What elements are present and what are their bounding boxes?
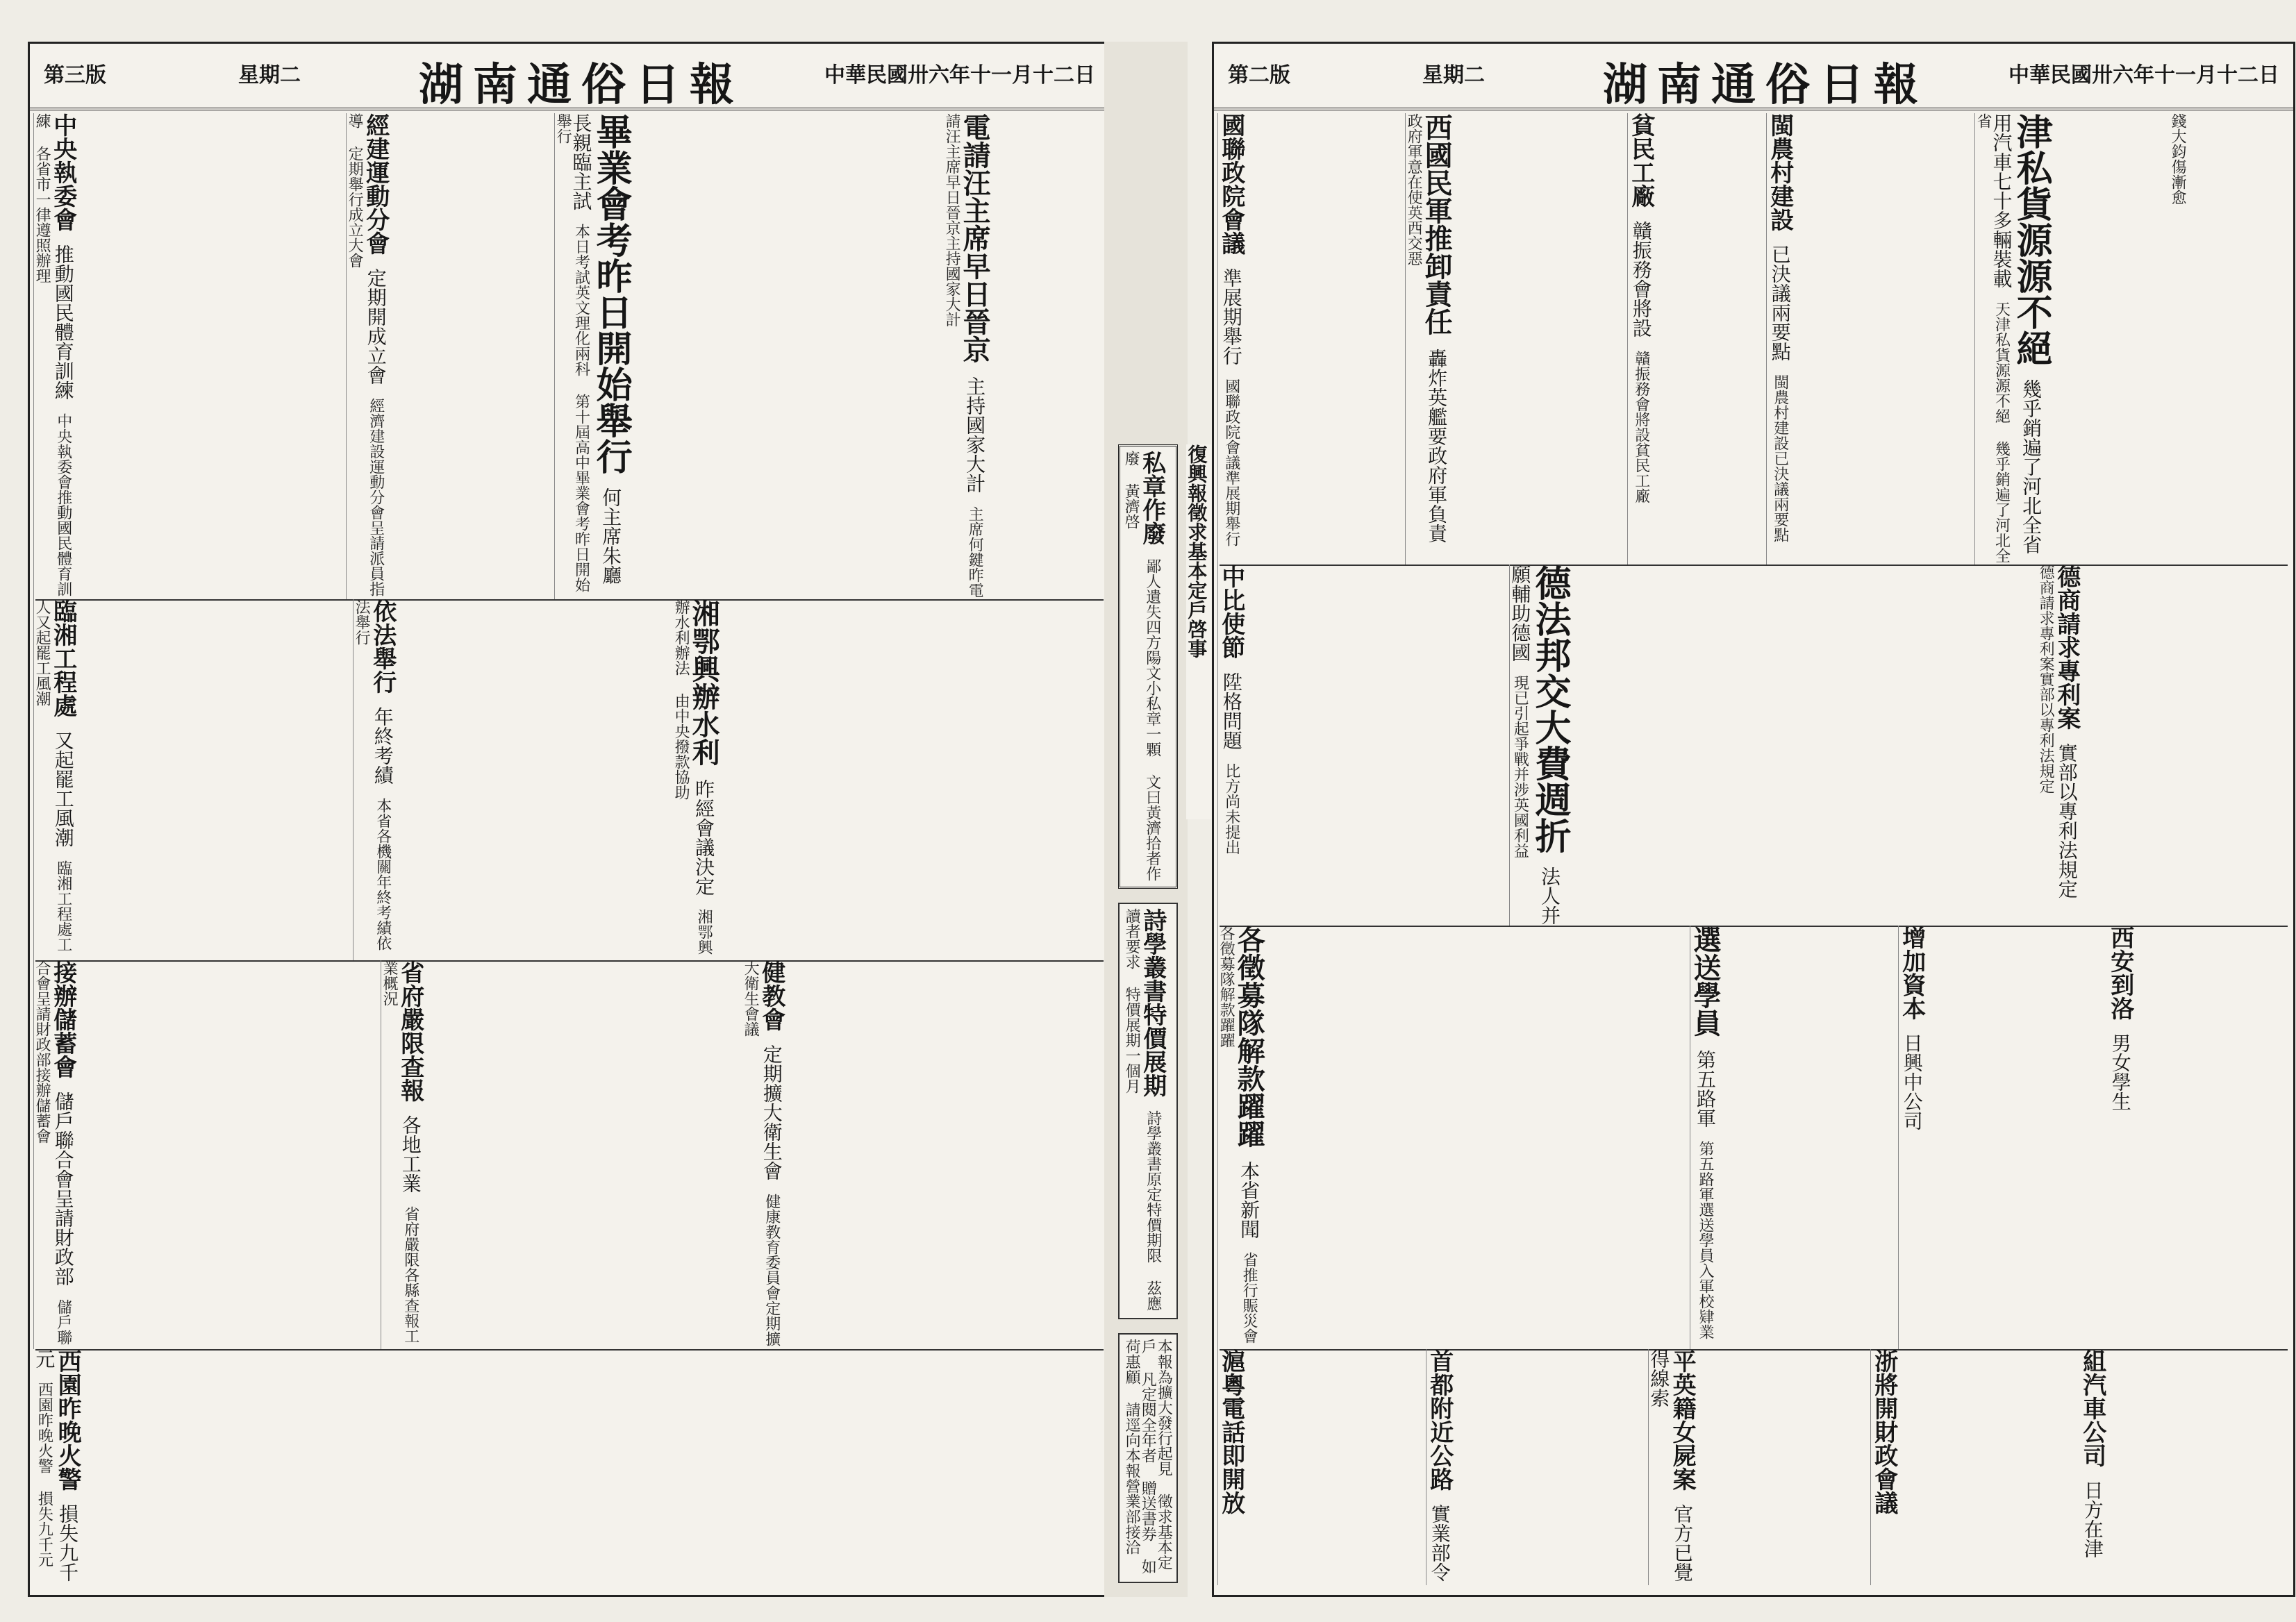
ad-headline: 詩學叢書特價展期 [1138, 908, 1167, 1097]
article [1217, 565, 1510, 926]
article-subhead: 儲戶聯合會呈請財政部 [51, 1092, 75, 1286]
article-headline: 增加資本 [1897, 926, 1926, 1020]
band-bottom [1217, 1349, 2288, 1585]
masthead-page-two [1214, 44, 2293, 110]
band-bottom [35, 1349, 1104, 1585]
article-headline: 浙將開財政會議 [1870, 1349, 1898, 1514]
band-top [35, 113, 1104, 601]
issue-date: 中華民國卅六年十一月十二日 [2008, 63, 2279, 87]
article-body: 湘鄂興辦水利辦法 由中央撥款協助 [672, 599, 713, 955]
article-headline: 津私貨源源不絕 [2010, 113, 2053, 366]
weekday: 星期二 [238, 63, 301, 87]
article-subhead: 陞格問題 [1220, 672, 1243, 750]
article-subhead: 損失九千元 [33, 1349, 80, 1582]
article-subhead: 已決議兩要點 [1768, 244, 1792, 361]
article-body: 本省各機關年終考績依法舉行 [353, 599, 392, 951]
article-subhead: 推動國民體育訓練 [51, 244, 75, 400]
article-headline: 中央執委會 [49, 113, 77, 231]
article-headline: 健教會 [757, 960, 785, 1031]
article-subhead: 法人并願輔助德國 [1508, 565, 1561, 925]
article-body: 閩農村建設已決議兩要點 [1771, 374, 1789, 542]
article-headline: 接辦儲蓄會 [49, 960, 77, 1078]
article-headline: 滬粵電話即開放 [1217, 1349, 1245, 1514]
article [33, 599, 353, 960]
article-headline: 貧民工廠 [1627, 113, 1655, 208]
article-body: 國聯政院會議準展期舉行 [1222, 378, 1240, 546]
article-subhead: 實部以專利法規定 [2055, 743, 2079, 898]
article-headline: 國聯政院會議 [1217, 113, 1245, 255]
article-headline: 依法舉行 [368, 599, 397, 694]
article-headline: 閩農村建設 [1765, 113, 1794, 231]
ad-body: 本報為擴大發行起見 徵求基本定戶 凡定閱全年者 贈送書券 如荷惠顧 請逕向本報營業部接洽 [1123, 1339, 1173, 1574]
advertisement [1118, 1333, 1178, 1583]
article-subhead: 定期擴大衛生會 [760, 1044, 783, 1180]
article-subhead: 何主席朱廳長親臨主試 [569, 113, 623, 585]
article-subhead: 實業部令 [1428, 1504, 1451, 1582]
band-lower [1217, 926, 2288, 1351]
ad-headline: 復興報徵求基本定戶啓事 [1185, 444, 1208, 658]
article-body: 西園昨晚火警 損失九千元 [35, 1382, 53, 1567]
article [1648, 1349, 1871, 1585]
advertisement [1118, 903, 1178, 1319]
newspaper-title: 湖南通俗日報 [1603, 59, 1928, 111]
article-headline: 西園昨晚火警 [53, 1349, 82, 1491]
masthead-page-three [30, 44, 1109, 110]
band-middle [1217, 565, 2288, 927]
article-body: 經濟建設運動分會呈請派員指導 定期舉行成立大會 [346, 113, 385, 596]
article [1217, 113, 1406, 565]
article-headline: 中比使節 [1217, 565, 1245, 659]
issue-date: 中華民國卅六年十一月十二日 [824, 63, 1095, 87]
article [1405, 113, 1628, 565]
article-subhead: 日興中公司 [1900, 1033, 1924, 1130]
article [2038, 565, 2288, 926]
article-headline: 省府嚴限查報 [396, 960, 424, 1102]
article [944, 113, 1104, 599]
notice-body: 鄙人遺失四方陽文小私章一顆 文曰黃濟拾者作廢 黃濟啓 [1122, 451, 1161, 881]
article-subhead: 各地工業 [399, 1115, 422, 1193]
article-subhead: 男女學生 [2108, 1033, 2132, 1111]
advertisement [1186, 444, 1211, 819]
article-body: 天津私貨源源不絕 幾乎銷遍了河北全省 [1974, 113, 2011, 563]
article-headline: 選送學員 [1689, 926, 1722, 1037]
article [381, 960, 742, 1349]
article [1870, 1349, 2079, 1585]
article-subhead: 本省新聞 [1238, 1161, 1261, 1239]
article [353, 599, 673, 960]
article [742, 960, 1104, 1349]
article [1509, 565, 2038, 926]
article-subhead: 準展期舉行 [1220, 268, 1243, 365]
article-subhead: 官方已覺得線索 [1647, 1349, 1695, 1582]
article-body: 健康教育委員會定期擴大衛生會議 [742, 960, 781, 1346]
article [554, 113, 944, 599]
page-two [1212, 42, 2295, 1597]
article-subhead: 日方在津 [2081, 1480, 2104, 1558]
article-body: 第五路軍選送學員入軍校肄業 [1697, 1141, 1714, 1339]
article-subhead: 定期開成立會 [364, 268, 388, 385]
article-headline: 湘鄂興辦水利 [688, 599, 721, 766]
band-top [1217, 113, 2288, 566]
article-subhead: 第五路軍 [1694, 1050, 1717, 1128]
article-body: 省府嚴限各縣查報工業概況 [381, 960, 419, 1344]
article-headline: 德商請求專利案 [2052, 565, 2081, 730]
article-body: 德商請求專利案實部以專利法規定 [2037, 565, 2055, 794]
article [34, 1349, 1104, 1585]
article-body: 本日考試英文理化兩科 第十屆高中畢業會考昨日開始舉行 [554, 113, 590, 592]
article-headline: 畢業會考昨日開始舉行 [590, 113, 633, 474]
article-headline: 西國民軍推卸責任 [1420, 113, 1454, 335]
article-subhead: 贛振務會將設 [1629, 221, 1653, 337]
article-body: 臨湘工程處工人又起罷工風潮 [33, 599, 72, 952]
article-subhead: 主持國家大計 [963, 376, 987, 493]
page-three-body [35, 113, 1104, 1589]
article [346, 113, 555, 599]
article-headline: 首都附近公路 [1425, 1349, 1454, 1491]
article-headline: 經建運動分會 [361, 113, 390, 255]
article [2079, 1349, 2288, 1585]
article-body: 政府軍意在使英西交惡 [1405, 113, 1423, 266]
article-body: 中央執委會推動國民體育訓練 各省市一律遵照辦理 [33, 113, 72, 596]
article [1627, 113, 1767, 565]
band-middle [35, 599, 1104, 962]
weekday: 星期二 [1422, 63, 1485, 87]
lost-seal-notice [1118, 444, 1178, 889]
article-headline: 德法邦交大費週折 [1528, 565, 1571, 853]
article [1426, 1349, 1649, 1585]
page-number: 第三版 [44, 63, 106, 87]
article-subhead: 年終考績 [371, 707, 394, 785]
article [2107, 926, 2288, 1349]
article-body: 主席何鍵昨電請汪主席早日晉京主持國家大計 [943, 113, 984, 598]
article [1898, 926, 2107, 1349]
article [1974, 113, 2170, 565]
article-subhead: 轟炸英艦要政府軍負責 [1425, 349, 1449, 543]
page-three [28, 42, 1111, 1597]
article-body: 比方尚未提出 [1222, 763, 1240, 855]
article-subhead: 又起罷工風潮 [51, 730, 75, 847]
band-lower [35, 960, 1104, 1351]
page-two-body [1217, 113, 2288, 1589]
newspaper-title: 湖南通俗日報 [419, 59, 744, 111]
ad-body: 詩學叢書原定特價期限 茲應讀者要求 特價展期一個月 [1123, 908, 1162, 1311]
article [1217, 1349, 1426, 1585]
article-headline: 組汽車公司 [2078, 1349, 2106, 1467]
article-headline: 平英籍女屍案 [1668, 1349, 1697, 1491]
article-body: 現已引起爭戰并涉英國利益 [1511, 675, 1529, 858]
article [2170, 113, 2288, 565]
article [673, 599, 1104, 960]
article [33, 113, 347, 599]
page-number: 第二版 [1228, 63, 1290, 87]
article [1690, 926, 1899, 1349]
article-subhead: 幾乎銷遍了河北全省 用汽車七十多輛裝載 [1990, 113, 2043, 554]
article-headline: 臨湘工程處 [49, 599, 77, 717]
article [1217, 926, 1690, 1349]
article-body: 省推行賑災會 各徵募隊解款躍躍 [1217, 926, 1258, 1344]
article-body: 儲戶聯合會呈請財政部接辦儲蓄會 [33, 960, 72, 1345]
article-headline: 各徵募隊解款躍躍 [1233, 926, 1266, 1148]
notice-headline: 私章作廢 [1138, 451, 1166, 545]
article-headline: 西安到洛 [2106, 926, 2134, 1020]
article [1766, 113, 1975, 565]
article-body: 錢大鈞傷漸愈 [2169, 113, 2187, 205]
article-body: 贛振務會將設貧民工廠 [1632, 351, 1650, 503]
article-headline: 電請汪主席早日晉京 [958, 113, 992, 363]
article [33, 960, 381, 1349]
article-subhead: 昨經會議決定 [692, 779, 716, 896]
